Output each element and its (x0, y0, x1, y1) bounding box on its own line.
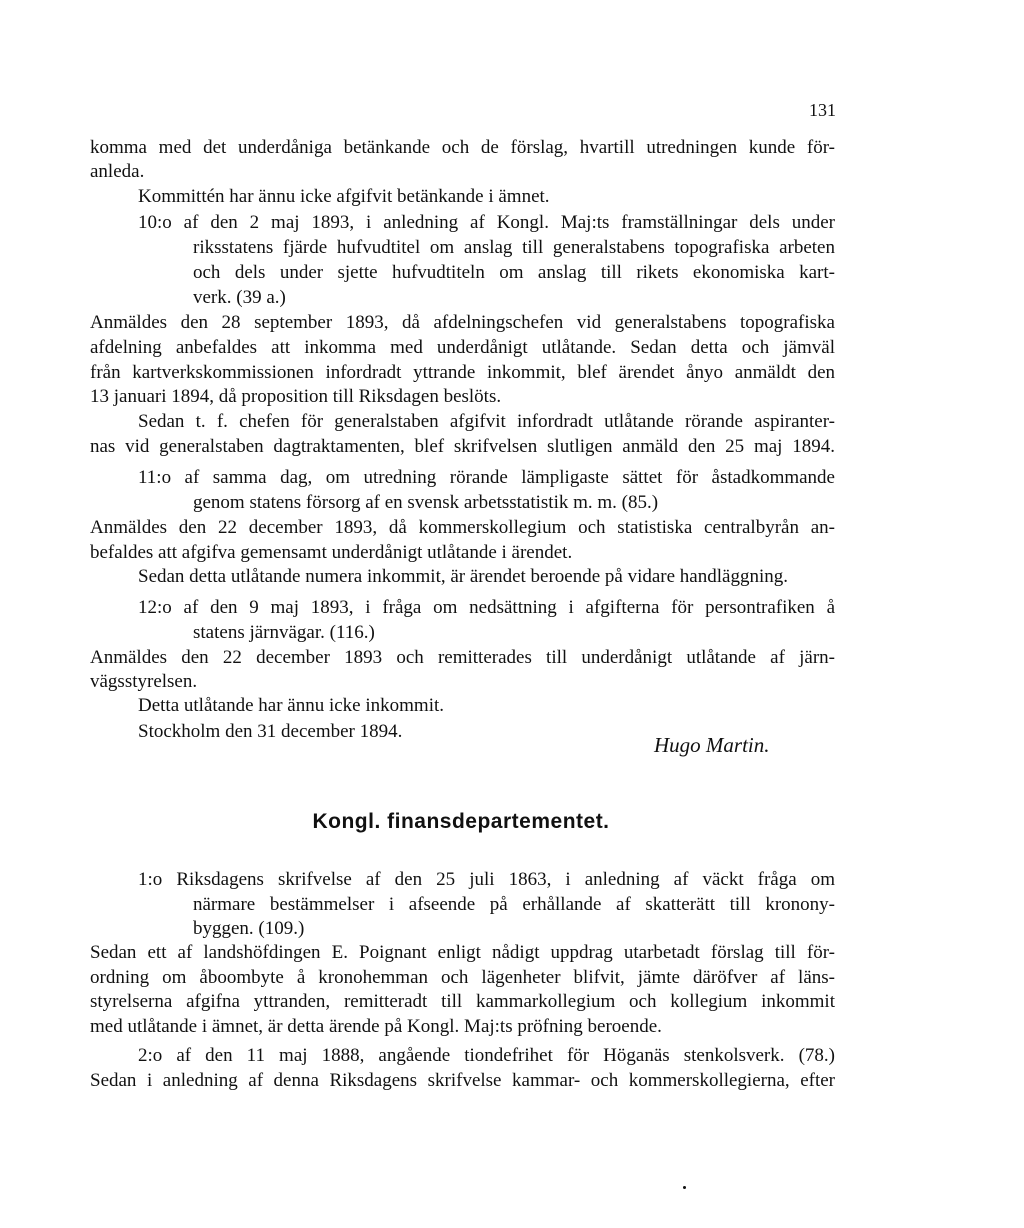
text-line: Anmäldes den 22 december 1893 och remitterades till underdånigt utlåtande af järn- (90, 647, 835, 668)
text-line: Sedan i anledning af denna Riksdagens skrifvelse kammar- och kommerskollegierna, efter (90, 1070, 835, 1091)
text-line: styrelserna afgifna yttranden, remitteradt till kammarkollegium och kollegium inkommit (90, 991, 835, 1012)
text-line: byggen. (109.) (193, 918, 305, 939)
text-line: nas vid generalstaben dagtraktamenten, blef skrifvelsen slutligen anmäld den 25 maj 1894. (90, 436, 835, 457)
text-line: afdelning anbefaldes att inkomma med underdånigt utlåtande. Sedan detta och jämväl (90, 337, 835, 358)
text-line: befaldes att afgifva gemensamt underdånigt utlåtande i ärendet. (90, 542, 573, 563)
text-line: Anmäldes den 28 september 1893, då afdelningschefen vid generalstabens topografiska (90, 312, 835, 333)
text-line: närmare bestämmelser i afseende på erhållande af skatterätt till kronony- (193, 894, 835, 915)
text-line: Detta utlåtande har ännu icke inkommit. (138, 695, 445, 716)
text-line: statens järnvägar. (116.) (193, 622, 375, 643)
text-line: Sedan detta utlåtande numera inkommit, är ärendet beroende på vidare handläggning. (138, 566, 788, 587)
text-line: från kartverkskommissionen infordradt yttrande inkommit, blef ärendet ånyo anmäldt den (90, 362, 835, 383)
text-line: 13 januari 1894, då proposition till Riksdagen beslöts. (90, 386, 502, 407)
text-line: 11:o af samma dag, om utredning rörande lämpligaste sättet för åstadkommande (138, 467, 835, 488)
section-heading: Kongl. finansdepartementet. (312, 810, 610, 833)
text-line: Sedan ett af landshöfdingen E. Poignant enligt nådigt uppdrag utarbetadt förslag till för- (90, 942, 835, 963)
text-line: Stockholm den 31 december 1894. (138, 721, 403, 742)
text-line: genom statens försorg af en svensk arbetsstatistik m. m. (85.) (193, 492, 659, 513)
text-line: anleda. (90, 161, 145, 182)
page-number: 131 (809, 100, 836, 120)
text-line: med utlåtande i ämnet, är detta ärende på Kongl. Maj:ts pröfning beroende. (90, 1016, 662, 1037)
signature: Hugo Martin. (654, 733, 770, 757)
text-line: riksstatens fjärde hufvudtitel om anslag till generalstabens topografiska arbeten (193, 237, 835, 258)
text-line: Anmäldes den 22 december 1893, då kommerskollegium och statistiska centralbyrån an- (90, 517, 835, 538)
stray-mark (683, 1186, 686, 1189)
text-line: ordning om åboombyte å kronohemman och lägenheter blifvit, jämte däröfver af läns- (90, 967, 835, 988)
text-line: 12:o af den 9 maj 1893, i fråga om nedsättning i afgifterna för persontrafiken å (138, 597, 835, 618)
text-line: komma med det underdåniga betänkande och de förslag, hvartill utredningen kunde för- (90, 137, 835, 158)
text-line: vägsstyrelsen. (90, 671, 198, 692)
text-line: 2:o af den 11 maj 1888, angående tiondefrihet för Höganäs stenkolsverk. (78.) (138, 1045, 835, 1066)
text-line: 1:o Riksdagens skrifvelse af den 25 juli 1863, i anledning af väckt fråga om (138, 869, 835, 890)
text-line: och dels under sjette hufvudtiteln om anslag till rikets ekonomiska kart- (193, 262, 835, 283)
text-line: 10:o af den 2 maj 1893, i anledning af Kongl. Maj:ts framställningar dels under (138, 212, 835, 233)
text-line: verk. (39 a.) (193, 287, 286, 308)
text-line: Kommittén har ännu icke afgifvit betänkande i ämnet. (138, 186, 550, 207)
text-line: Sedan t. f. chefen för generalstaben afgifvit infordradt utlåtande rörande aspiranter- (138, 411, 835, 432)
